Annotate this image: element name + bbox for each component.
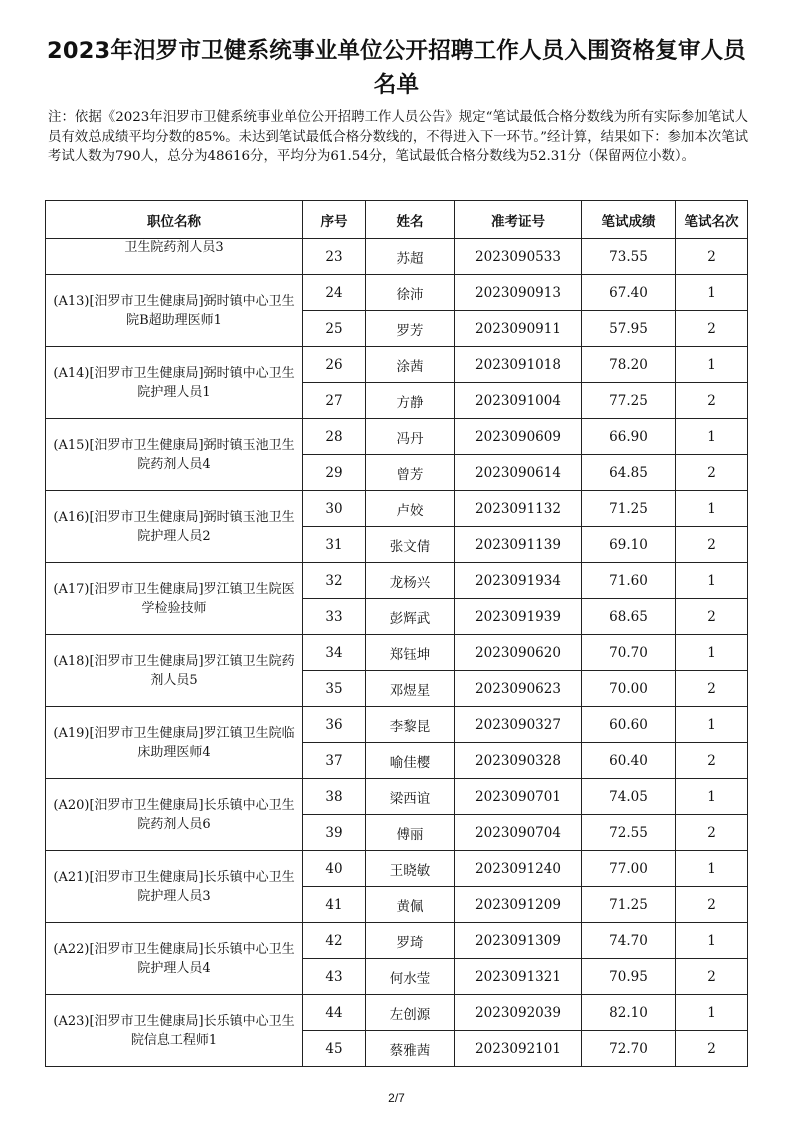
- position-cell: (A16)[汨罗市卫生健康局]弼时镇玉池卫生院护理人员2: [46, 491, 303, 563]
- rank-cell: 1: [676, 347, 748, 383]
- number-cell: 40: [303, 851, 366, 887]
- header-score: 笔试成绩: [582, 201, 676, 239]
- table-row: [46, 419, 748, 455]
- number-cell: 39: [303, 815, 366, 851]
- table-row: [46, 635, 748, 671]
- position-cell: (A17)[汨罗市卫生健康局]罗江镇卫生院医学检验技师: [46, 563, 303, 635]
- page-number: 2/7: [388, 1091, 405, 1105]
- score-cell: 70.70: [582, 635, 676, 671]
- name-cell: 罗芳: [366, 311, 455, 347]
- score-cell: 60.60: [582, 707, 676, 743]
- score-cell: 70.00: [582, 671, 676, 707]
- rank-cell: 1: [676, 635, 748, 671]
- score-cell: 74.70: [582, 923, 676, 959]
- rank-cell: 2: [676, 599, 748, 635]
- score-cell: 69.10: [582, 527, 676, 563]
- position-cell: (A14)[汨罗市卫生健康局]弼时镇中心卫生院护理人员1: [46, 347, 303, 419]
- rank-cell: 2: [676, 383, 748, 419]
- exam-id-cell: 2023090327: [455, 707, 582, 743]
- header-position: 职位名称: [46, 201, 303, 239]
- score-cell: 71.25: [582, 491, 676, 527]
- exam-id-cell: 2023090328: [455, 743, 582, 779]
- name-cell: 卢姣: [366, 491, 455, 527]
- exam-id-cell: 2023090913: [455, 275, 582, 311]
- score-cell: 77.00: [582, 851, 676, 887]
- name-cell: 王晓敏: [366, 851, 455, 887]
- number-cell: 32: [303, 563, 366, 599]
- score-cell: 71.60: [582, 563, 676, 599]
- score-cell: 82.10: [582, 995, 676, 1031]
- rank-cell: 2: [676, 527, 748, 563]
- exam-id-cell: 2023090623: [455, 671, 582, 707]
- number-cell: 26: [303, 347, 366, 383]
- rank-cell: 1: [676, 563, 748, 599]
- position-cell: (A20)[汨罗市卫生健康局]长乐镇中心卫生院药剂人员6: [46, 779, 303, 851]
- table-row: [46, 779, 748, 815]
- table-row: [46, 563, 748, 599]
- rank-cell: 2: [676, 671, 748, 707]
- table-row: [46, 923, 748, 959]
- name-cell: 冯丹: [366, 419, 455, 455]
- score-cell: 72.55: [582, 815, 676, 851]
- rank-cell: 2: [676, 743, 748, 779]
- table-body: [46, 239, 748, 1067]
- position-cell: (A13)[汨罗市卫生健康局]弼时镇中心卫生院B超助理医师1: [46, 275, 303, 347]
- number-cell: 28: [303, 419, 366, 455]
- candidate-table: [45, 200, 748, 1067]
- table-row: [46, 239, 748, 275]
- exam-id-cell: 2023091139: [455, 527, 582, 563]
- score-cell: 74.05: [582, 779, 676, 815]
- name-cell: 郑钰坤: [366, 635, 455, 671]
- score-cell: 78.20: [582, 347, 676, 383]
- name-cell: 张文倩: [366, 527, 455, 563]
- number-cell: 24: [303, 275, 366, 311]
- number-cell: 44: [303, 995, 366, 1031]
- position-cell: (A21)[汨罗市卫生健康局]长乐镇中心卫生院护理人员3: [46, 851, 303, 923]
- header-number: 序号: [303, 201, 366, 239]
- rank-cell: 2: [676, 311, 748, 347]
- rank-cell: 2: [676, 239, 748, 275]
- score-cell: 71.25: [582, 887, 676, 923]
- table-row: [46, 347, 748, 383]
- position-cell: (A18)[汨罗市卫生健康局]罗江镇卫生院药剂人员5: [46, 635, 303, 707]
- table-row: [46, 491, 748, 527]
- number-cell: 29: [303, 455, 366, 491]
- exam-id-cell: 2023091309: [455, 923, 582, 959]
- exam-id-cell: 2023090614: [455, 455, 582, 491]
- exam-id-cell: 2023090701: [455, 779, 582, 815]
- exam-id-cell: 2023091240: [455, 851, 582, 887]
- number-cell: 43: [303, 959, 366, 995]
- number-cell: 45: [303, 1031, 366, 1067]
- rank-cell: 1: [676, 275, 748, 311]
- score-cell: 57.95: [582, 311, 676, 347]
- table-row: [46, 275, 748, 311]
- number-cell: 30: [303, 491, 366, 527]
- position-cell: (A23)[汨罗市卫生健康局]长乐镇中心卫生院信息工程师1: [46, 995, 303, 1067]
- name-cell: 黄佩: [366, 887, 455, 923]
- name-cell: 李黎昆: [366, 707, 455, 743]
- name-cell: 何水莹: [366, 959, 455, 995]
- position-cell: (A15)[汨罗市卫生健康局]弼时镇玉池卫生院药剂人员4: [46, 419, 303, 491]
- exam-id-cell: 2023091934: [455, 563, 582, 599]
- name-cell: 罗琦: [366, 923, 455, 959]
- rank-cell: 1: [676, 851, 748, 887]
- number-cell: 25: [303, 311, 366, 347]
- number-cell: 41: [303, 887, 366, 923]
- name-cell: 左创源: [366, 995, 455, 1031]
- table-row: [46, 995, 748, 1031]
- exam-id-cell: 2023090609: [455, 419, 582, 455]
- score-cell: 70.95: [582, 959, 676, 995]
- name-cell: 喻佳樱: [366, 743, 455, 779]
- score-cell: 60.40: [582, 743, 676, 779]
- rank-cell: 2: [676, 815, 748, 851]
- rank-cell: 1: [676, 491, 748, 527]
- rank-cell: 1: [676, 923, 748, 959]
- name-cell: 梁西谊: [366, 779, 455, 815]
- number-cell: 23: [303, 239, 366, 275]
- name-cell: 方静: [366, 383, 455, 419]
- exam-id-cell: 2023091209: [455, 887, 582, 923]
- score-cell: 64.85: [582, 455, 676, 491]
- rank-cell: 2: [676, 959, 748, 995]
- number-cell: 34: [303, 635, 366, 671]
- number-cell: 33: [303, 599, 366, 635]
- name-cell: 涂茜: [366, 347, 455, 383]
- exam-id-cell: 2023091018: [455, 347, 582, 383]
- exam-id-cell: 2023091132: [455, 491, 582, 527]
- score-cell: 72.70: [582, 1031, 676, 1067]
- header-name: 姓名: [366, 201, 455, 239]
- rank-cell: 2: [676, 1031, 748, 1067]
- name-cell: 曾芳: [366, 455, 455, 491]
- number-cell: 36: [303, 707, 366, 743]
- rank-cell: 2: [676, 455, 748, 491]
- number-cell: 35: [303, 671, 366, 707]
- exam-id-cell: 2023090533: [455, 239, 582, 275]
- rank-cell: 1: [676, 707, 748, 743]
- table-header-row: [46, 201, 748, 239]
- exam-id-cell: 2023090620: [455, 635, 582, 671]
- table-row: [46, 707, 748, 743]
- rank-cell: 1: [676, 779, 748, 815]
- number-cell: 38: [303, 779, 366, 815]
- table-row: [46, 851, 748, 887]
- rank-cell: 1: [676, 995, 748, 1031]
- exam-id-cell: 2023092101: [455, 1031, 582, 1067]
- exam-id-cell: 2023092039: [455, 995, 582, 1031]
- exam-id-cell: 2023090911: [455, 311, 582, 347]
- score-cell: 73.55: [582, 239, 676, 275]
- number-cell: 37: [303, 743, 366, 779]
- score-cell: 66.90: [582, 419, 676, 455]
- name-cell: 邓煜星: [366, 671, 455, 707]
- rank-cell: 2: [676, 887, 748, 923]
- header-exam-id: 准考证号: [455, 201, 582, 239]
- exam-id-cell: 2023091004: [455, 383, 582, 419]
- number-cell: 31: [303, 527, 366, 563]
- score-cell: 67.40: [582, 275, 676, 311]
- score-cell: 77.25: [582, 383, 676, 419]
- number-cell: 27: [303, 383, 366, 419]
- position-cell: 卫生院药剂人员3: [46, 239, 303, 275]
- name-cell: 龙杨兴: [366, 563, 455, 599]
- name-cell: 傅丽: [366, 815, 455, 851]
- name-cell: 苏超: [366, 239, 455, 275]
- name-cell: 彭辉武: [366, 599, 455, 635]
- rank-cell: 1: [676, 419, 748, 455]
- page-title: 2023年汨罗市卫健系统事业单位公开招聘工作人员入围资格复审人员名单: [46, 38, 747, 98]
- number-cell: 42: [303, 923, 366, 959]
- score-cell: 68.65: [582, 599, 676, 635]
- name-cell: 徐沛: [366, 275, 455, 311]
- header-rank: 笔试名次: [676, 201, 748, 239]
- exam-id-cell: 2023091321: [455, 959, 582, 995]
- position-cell: (A22)[汨罗市卫生健康局]长乐镇中心卫生院护理人员4: [46, 923, 303, 995]
- exam-id-cell: 2023090704: [455, 815, 582, 851]
- exam-id-cell: 2023091939: [455, 599, 582, 635]
- name-cell: 蔡雅茜: [366, 1031, 455, 1067]
- note-paragraph: 注：依据《2023年汨罗市卫健系统事业单位公开招聘工作人员公告》规定“笔试最低合格分数线为所有实际参加笔试人员有效总成绩平均分数的85%。未达到笔试最低合格分数线的，不得进入下一环节。”经计算，结果如下：参加本次笔试考试人数为790人，总分为48616分，平均分为61.54分，笔试最低合格分数线为52.31分（保留两位小数）。: [48, 110, 748, 164]
- position-cell: (A19)[汨罗市卫生健康局]罗江镇卫生院临床助理医师4: [46, 707, 303, 779]
